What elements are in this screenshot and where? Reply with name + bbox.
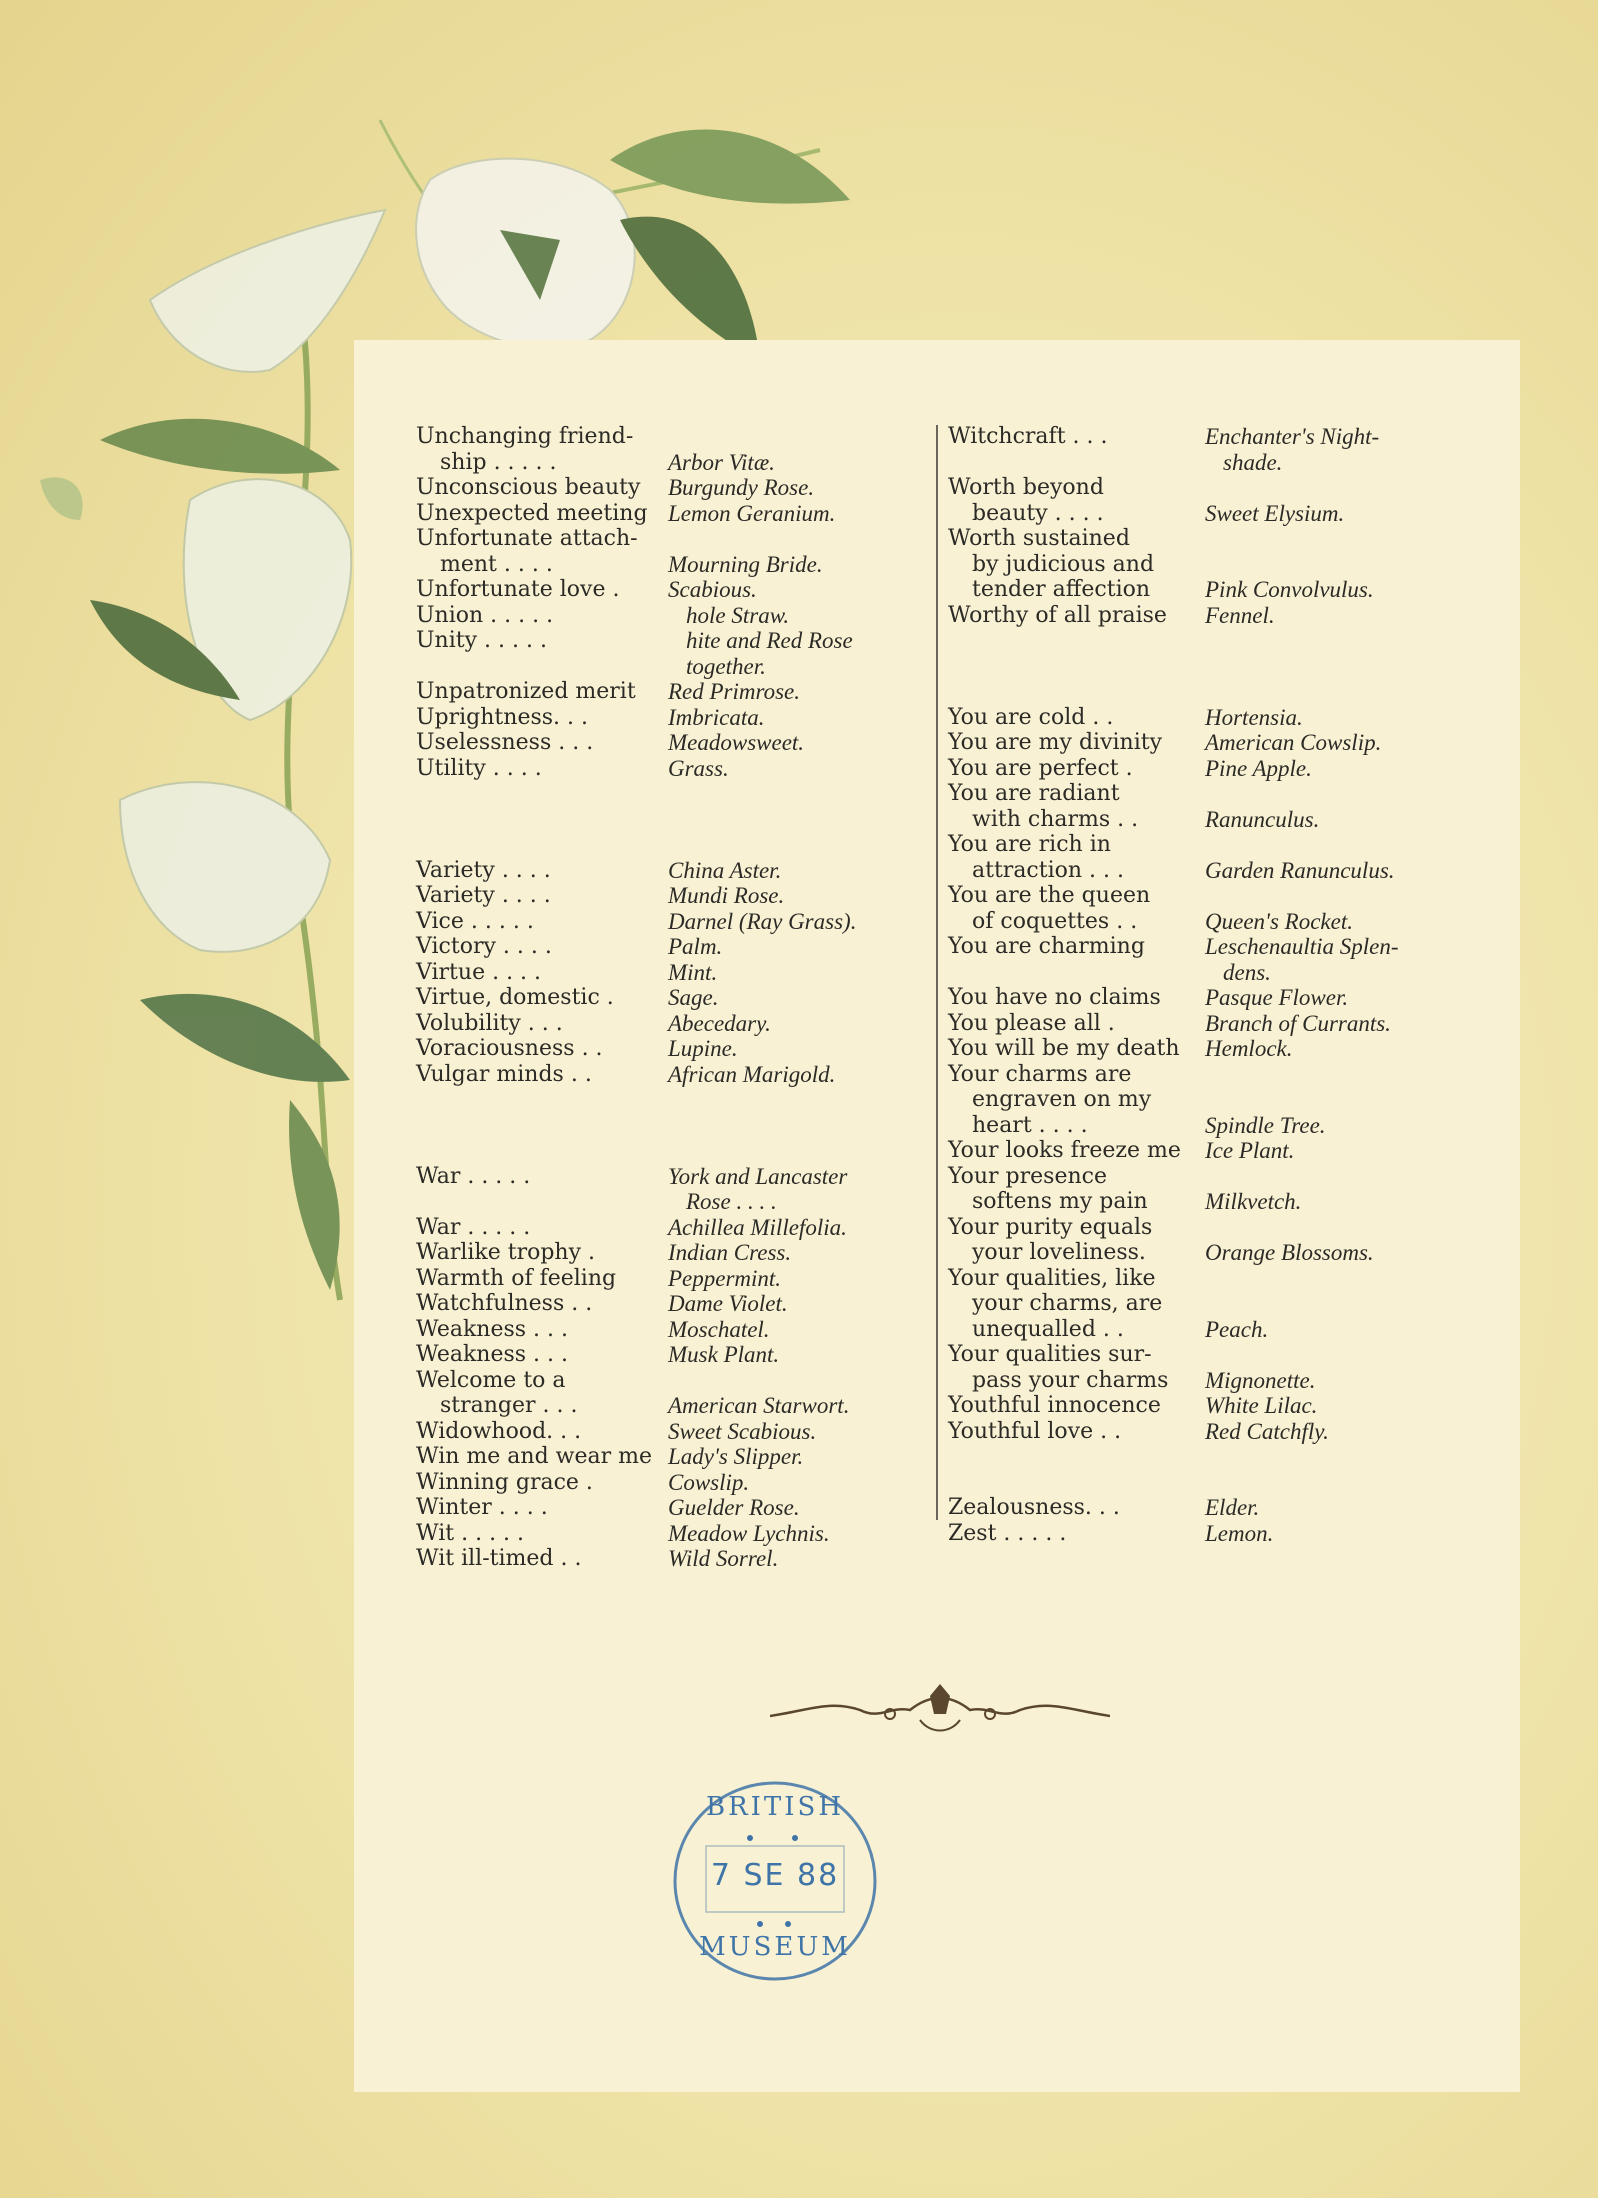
- entry-row: [948, 934, 1468, 960]
- entry-term: engraven on my: [972, 1087, 1152, 1112]
- entry-term: Unexpected meeting: [416, 500, 648, 526]
- entry-row: [948, 1062, 1468, 1088]
- entry-meaning: Meadow Lychnis.: [668, 1520, 830, 1546]
- entry-meaning: Achillea Millefolia.: [668, 1214, 847, 1240]
- entry-term: Victory . . . .: [416, 934, 552, 959]
- stamp-top-text: BRITISH: [705, 1792, 845, 1822]
- entry-row: [948, 1113, 1468, 1139]
- left-column: [416, 424, 926, 1572]
- entry-row: [416, 1062, 926, 1088]
- entry-row: [416, 475, 926, 501]
- entry-row: [416, 628, 926, 654]
- entry-row: [948, 1036, 1468, 1062]
- entry-row: [416, 1546, 926, 1572]
- entry-row: [416, 1266, 926, 1292]
- entry-row: [948, 832, 1468, 858]
- entry-row: [948, 1011, 1468, 1037]
- entry-term: Witchcraft . . .: [948, 424, 1108, 449]
- entry-meaning: China Aster.: [668, 857, 782, 883]
- entry-row: [948, 501, 1468, 527]
- entry-row: [416, 552, 926, 578]
- entry-row: [948, 1342, 1468, 1368]
- entry-term: of coquettes . .: [972, 908, 1138, 934]
- entry-meaning: Imbricata.: [668, 704, 765, 730]
- entry-term: ship . . . . .: [440, 449, 557, 475]
- entry-term: You are cold . .: [948, 704, 1114, 730]
- entry-meaning: Enchanter's Night-: [1205, 424, 1380, 449]
- entry-meaning: Queen's Rocket.: [1205, 908, 1353, 934]
- entry-row: [416, 1470, 926, 1496]
- scroll-ornament: [770, 1680, 1110, 1740]
- entry-meaning: Lemon Geranium.: [668, 500, 836, 526]
- entry-row: [416, 450, 926, 476]
- entry-term: Utility . . . .: [416, 755, 542, 781]
- entry-term: Worth sustained: [948, 526, 1130, 551]
- entry-meaning: Abecedary.: [668, 1010, 771, 1036]
- entry-row: [948, 603, 1468, 629]
- entry-row: [948, 985, 1468, 1011]
- entry-term: Widowhood. . .: [416, 1418, 582, 1444]
- entry-row: [416, 424, 926, 450]
- entry-meaning: American Cowslip.: [1205, 730, 1382, 755]
- entry-meaning: Elder.: [1205, 1495, 1260, 1520]
- entry-term: by judicious and: [972, 551, 1155, 577]
- entry-term: Uselessness . . .: [416, 730, 594, 755]
- entry-term: You are perfect .: [948, 755, 1133, 781]
- stamp-bottom-text: MUSEUM: [699, 1932, 851, 1962]
- entry-meaning: Sweet Scabious.: [668, 1418, 817, 1444]
- entry-meaning: Peach.: [1205, 1316, 1269, 1342]
- entry-meaning: Mignonette.: [1205, 1367, 1316, 1393]
- entry-term: Zealousness. . .: [948, 1495, 1120, 1520]
- entry-row: [948, 730, 1468, 756]
- entry-term: pass your charms: [972, 1367, 1169, 1393]
- entry-meaning: African Marigold.: [668, 1061, 836, 1087]
- entry-row: [948, 526, 1468, 552]
- entry-term: Your qualities, like: [948, 1265, 1156, 1291]
- entry-term: beauty . . . .: [972, 500, 1104, 526]
- entry-meaning: Rose . . . .: [686, 1189, 777, 1214]
- entry-meaning: Spindle Tree.: [1205, 1112, 1326, 1138]
- entry-row: [416, 960, 926, 986]
- entry-meaning: York and Lancaster: [668, 1163, 848, 1189]
- entry-term: You are the queen: [948, 883, 1151, 908]
- museum-stamp: [670, 1776, 880, 1986]
- entry-row: [416, 1189, 926, 1215]
- entry-meaning: Meadowsweet.: [668, 730, 805, 755]
- entry-row: [948, 1521, 1468, 1547]
- entry-term: Virtue . . . .: [416, 959, 542, 985]
- entry-meaning: Mint.: [668, 959, 718, 985]
- entry-row: [416, 1240, 926, 1266]
- entry-row: [948, 1215, 1468, 1241]
- entry-meaning: Leschenaultia Splen-: [1205, 934, 1399, 959]
- entry-term: Weakness . . .: [416, 1316, 569, 1342]
- entry-meaning: Guelder Rose.: [668, 1495, 800, 1520]
- entry-term: Youthful love . .: [948, 1418, 1122, 1444]
- entry-term: Worthy of all praise: [948, 602, 1167, 628]
- entry-row: [416, 1342, 926, 1368]
- entry-meaning: Sage.: [668, 985, 719, 1010]
- entry-row: [416, 883, 926, 909]
- entry-row: [416, 501, 926, 527]
- entry-row: [416, 934, 926, 960]
- entry-meaning: Lupine.: [668, 1036, 738, 1061]
- entry-meaning: together.: [686, 653, 766, 679]
- entry-term: Unfortunate attach-: [416, 526, 638, 551]
- entry-row: [948, 552, 1468, 578]
- entry-term: You please all .: [948, 1010, 1115, 1036]
- entry-row: [948, 705, 1468, 731]
- entry-term: heart . . . .: [972, 1112, 1088, 1138]
- entry-term: tender affection: [972, 577, 1151, 602]
- entry-meaning: hole Straw.: [686, 602, 790, 628]
- entry-row: [948, 858, 1468, 884]
- entry-term: Voraciousness . .: [416, 1036, 603, 1061]
- entry-term: You are radiant: [948, 781, 1120, 806]
- entry-row: [948, 424, 1468, 450]
- entry-meaning: Peppermint.: [668, 1265, 782, 1291]
- entry-meaning: Mourning Bride.: [668, 551, 823, 577]
- entry-row: [416, 1036, 926, 1062]
- entry-term: Warmth of feeling: [416, 1265, 617, 1291]
- entry-row: [416, 603, 926, 629]
- entry-term: Your looks freeze me: [948, 1138, 1181, 1163]
- entry-term: Variety . . . .: [416, 883, 551, 908]
- entry-term: Wit ill-timed . .: [416, 1546, 582, 1571]
- entry-term: ment . . . .: [440, 551, 553, 577]
- entry-row: [416, 1291, 926, 1317]
- entry-meaning: Red Catchfly.: [1205, 1418, 1329, 1444]
- entry-term: Zest . . . . .: [948, 1520, 1067, 1546]
- entry-row: [948, 1138, 1468, 1164]
- entry-row: [948, 960, 1468, 986]
- entry-meaning: Branch of Currants.: [1205, 1010, 1391, 1036]
- entry-meaning: Mundi Rose.: [668, 883, 785, 908]
- entry-row: [948, 781, 1468, 807]
- entry-row: [948, 1495, 1468, 1521]
- entry-term: Your qualities sur-: [948, 1342, 1152, 1367]
- entry-meaning: Ice Plant.: [1205, 1138, 1295, 1163]
- entry-row: [948, 1368, 1468, 1394]
- entry-term: Unpatronized merit: [416, 679, 636, 704]
- entry-meaning: Pink Convolvulus.: [1205, 577, 1374, 602]
- entry-meaning: Moschatel.: [668, 1316, 770, 1342]
- entry-term: Volubility . . .: [416, 1010, 563, 1036]
- entry-row: [948, 883, 1468, 909]
- entry-meaning: Indian Cress.: [668, 1240, 792, 1265]
- entry-row: [948, 450, 1468, 476]
- entry-term: Your presence: [948, 1163, 1107, 1189]
- section-gap: [416, 781, 926, 858]
- entry-meaning: dens.: [1223, 959, 1271, 985]
- entry-meaning: Fennel.: [1205, 602, 1275, 628]
- entry-meaning: Hortensia.: [1205, 704, 1303, 730]
- entry-row: [416, 654, 926, 680]
- entry-meaning: Pasque Flower.: [1205, 985, 1349, 1010]
- entry-row: [948, 1189, 1468, 1215]
- entry-term: Virtue, domestic .: [416, 985, 614, 1010]
- entry-term: Vice . . . . .: [416, 908, 534, 934]
- entry-meaning: Lemon.: [1205, 1520, 1274, 1546]
- entry-meaning: Dame Violet.: [668, 1291, 788, 1316]
- entry-meaning: Palm.: [668, 934, 723, 959]
- entry-meaning: White Lilac.: [1205, 1393, 1318, 1418]
- entry-term: Uprightness. . .: [416, 704, 589, 730]
- section-gap: [948, 1444, 1468, 1495]
- entry-meaning: Darnel (Ray Grass).: [668, 908, 857, 934]
- entry-term: with charms . .: [972, 806, 1139, 832]
- entry-meaning: Red Primrose.: [668, 679, 801, 704]
- entry-row: [416, 756, 926, 782]
- entry-meaning: Pine Apple.: [1205, 755, 1312, 781]
- entry-meaning: Wild Sorrel.: [668, 1546, 779, 1571]
- entry-term: Unconscious beauty: [416, 475, 641, 500]
- entry-term: Unity . . . . .: [416, 628, 547, 653]
- entry-row: [416, 705, 926, 731]
- entry-meaning: Scabious.: [668, 577, 757, 602]
- entry-term: Weakness . . .: [416, 1342, 569, 1367]
- entry-row: [948, 1087, 1468, 1113]
- entry-row: [948, 1266, 1468, 1292]
- entry-term: War . . . . .: [416, 1214, 531, 1240]
- entry-meaning: Arbor Vitæ.: [668, 449, 775, 475]
- entry-term: unequalled . .: [972, 1316, 1124, 1342]
- entry-row: [948, 577, 1468, 603]
- entry-row: [948, 909, 1468, 935]
- entry-term: attraction . . .: [972, 857, 1125, 883]
- entry-term: Win me and wear me: [416, 1444, 653, 1469]
- entry-term: Winning grace .: [416, 1469, 593, 1495]
- entry-meaning: Milkvetch.: [1205, 1189, 1302, 1214]
- entry-row: [948, 1291, 1468, 1317]
- entry-row: [416, 1444, 926, 1470]
- entry-meaning: American Starwort.: [668, 1393, 850, 1418]
- entry-term: Watchfulness . .: [416, 1291, 593, 1316]
- entry-term: You are rich in: [948, 832, 1111, 857]
- entry-term: your charms, are: [972, 1291, 1163, 1316]
- entry-meaning: Lady's Slipper.: [668, 1444, 804, 1469]
- entry-meaning: Burgundy Rose.: [668, 475, 815, 500]
- entry-row: [416, 1215, 926, 1241]
- section-gap: [416, 1087, 926, 1164]
- entry-row: [416, 1419, 926, 1445]
- entry-meaning: Musk Plant.: [668, 1342, 780, 1367]
- entry-term: softens my pain: [972, 1189, 1148, 1214]
- entry-row: [416, 1495, 926, 1521]
- entry-row: [416, 526, 926, 552]
- entry-row: [948, 1240, 1468, 1266]
- entry-term: Unfortunate love .: [416, 577, 620, 602]
- entry-row: [948, 475, 1468, 501]
- entry-term: War . . . . .: [416, 1163, 531, 1189]
- entry-meaning: Garden Ranunculus.: [1205, 857, 1395, 883]
- entry-row: [416, 985, 926, 1011]
- section-gap: [948, 628, 1468, 705]
- entry-term: You have no claims: [948, 985, 1161, 1010]
- entry-term: Your purity equals: [948, 1214, 1153, 1240]
- entry-row: [416, 577, 926, 603]
- entry-meaning: Hemlock.: [1205, 1036, 1293, 1061]
- entry-term: You will be my death: [948, 1036, 1180, 1061]
- entry-row: [416, 730, 926, 756]
- entry-term: You are my divinity: [948, 730, 1163, 755]
- entry-meaning: shade.: [1223, 449, 1283, 475]
- entry-row: [948, 1317, 1468, 1343]
- entry-term: Warlike trophy .: [416, 1240, 596, 1265]
- entry-row: [416, 679, 926, 705]
- entry-meaning: hite and Red Rose: [686, 628, 853, 653]
- entry-term: Your charms are: [948, 1061, 1132, 1087]
- entry-row: [416, 1317, 926, 1343]
- entry-meaning: Cowslip.: [668, 1469, 750, 1495]
- entry-row: [416, 1011, 926, 1037]
- entry-term: Unchanging friend-: [416, 424, 634, 449]
- entry-row: [948, 1419, 1468, 1445]
- stamp-date: 7 SE 88: [710, 1858, 840, 1893]
- entry-row: [416, 858, 926, 884]
- entry-row: [948, 807, 1468, 833]
- entry-term: Welcome to a: [416, 1367, 566, 1393]
- entry-meaning: Grass.: [668, 755, 729, 781]
- entry-meaning: Sweet Elysium.: [1205, 500, 1345, 526]
- column-divider: [936, 425, 938, 1520]
- entry-row: [416, 1393, 926, 1419]
- entry-row: [416, 909, 926, 935]
- entry-row: [948, 1164, 1468, 1190]
- entry-meaning: Ranunculus.: [1205, 806, 1320, 832]
- entry-row: [416, 1521, 926, 1547]
- entry-meaning: Orange Blossoms.: [1205, 1240, 1374, 1265]
- entry-term: Union . . . . .: [416, 602, 554, 628]
- entry-term: your loveliness.: [972, 1240, 1146, 1265]
- entry-term: Vulgar minds . .: [416, 1061, 592, 1087]
- entry-term: You are charming: [948, 934, 1145, 959]
- entry-term: Worth beyond: [948, 475, 1104, 500]
- entry-row: [416, 1368, 926, 1394]
- entry-term: Youthful innocence: [948, 1393, 1161, 1418]
- entry-row: [416, 1164, 926, 1190]
- entry-term: Variety . . . .: [416, 857, 551, 883]
- entry-term: Wit . . . . .: [416, 1520, 525, 1546]
- right-column: [948, 424, 1468, 1546]
- entry-term: stranger . . .: [440, 1393, 578, 1418]
- entry-row: [948, 756, 1468, 782]
- entry-row: [948, 1393, 1468, 1419]
- entry-term: Winter . . . .: [416, 1495, 548, 1520]
